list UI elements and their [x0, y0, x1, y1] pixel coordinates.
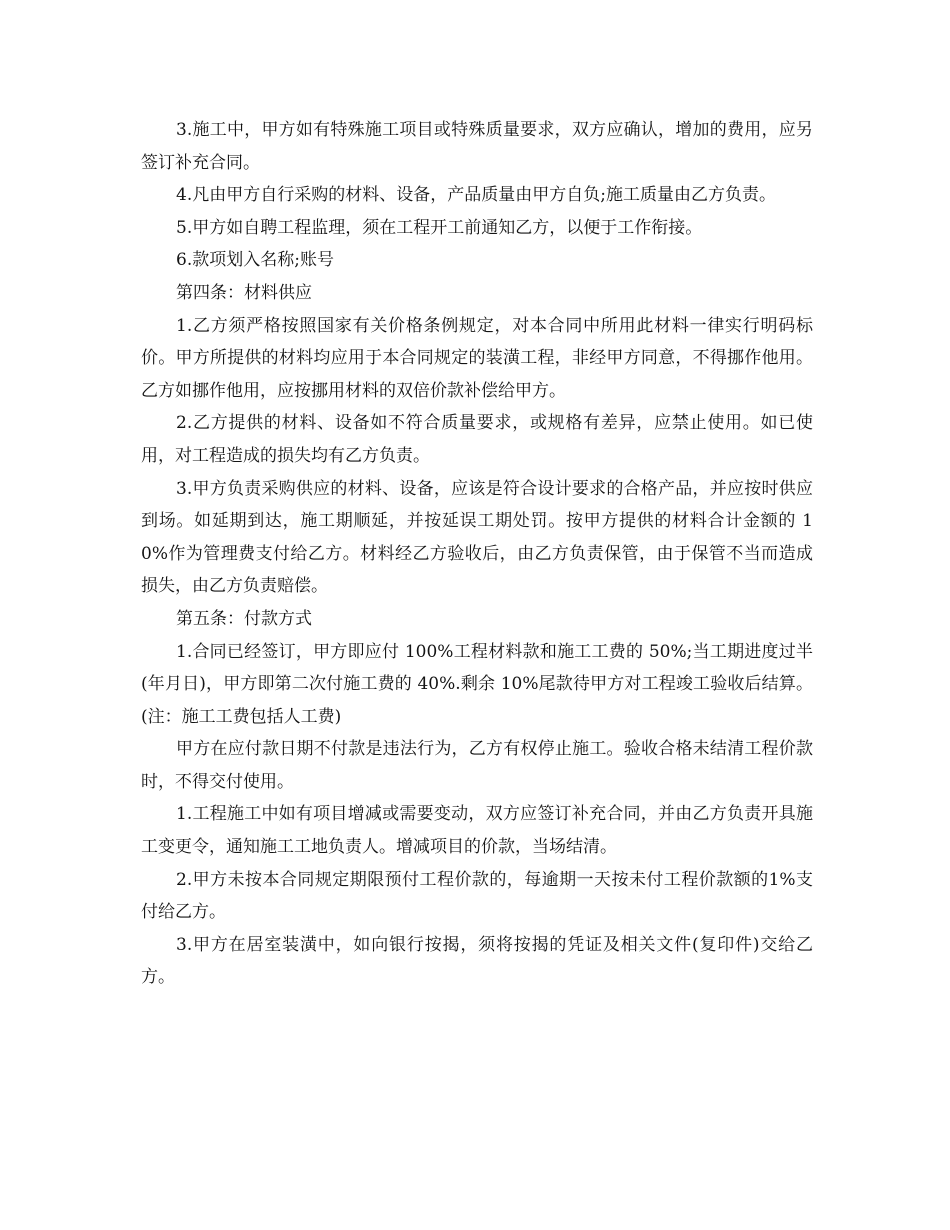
- paragraph-account: 6.款项划入名称;账号: [176, 250, 334, 271]
- paragraph-late-payment: 甲方在应付款日期不付款是违法行为，乙方有权停止施工。验收合格未结清工程价款时，不得交付使用。: [141, 739, 813, 792]
- paragraph-quality-requirements: 2.乙方提供的材料、设备如不符合质量要求，或规格有差异，应禁止使用。如已使用，对工程造成的损失均有乙方负责。: [141, 413, 813, 466]
- paragraph-self-purchased-materials: 4.凡由甲方自行采购的材料、设备，产品质量由甲方自负;施工质量由乙方负责。: [176, 185, 776, 206]
- paragraph-party-a-supply: 3.甲方负责采购供应的材料、设备，应该是符合设计要求的合格产品，并应按时供应到场。如延期到达，施工期顺延，并按延误工期处罚。按甲方提供的材料合计金额的 10%作为管理费支付给乙方。材料经乙方验收后，由乙方负责保管，由于保管不当而造成损失，由乙方负责赔偿。: [141, 478, 813, 597]
- paragraph-price-rules: 1.乙方须严格按照国家有关价格条例规定，对本合同中所用此材料一律实行明码标价。甲方所提供的材料均应用于本合同规定的装潢工程，非经甲方同意，不得挪作他用。乙方如挪作他用，应按挪用材料的双倍价款补偿给甲方。: [141, 315, 813, 401]
- section-heading-material-supply: 第四条：材料供应: [176, 282, 312, 303]
- paragraph-special-construction: 3.施工中，甲方如有特殊施工项目或特殊质量要求，双方应确认，增加的费用，应另签订补充合同。: [141, 120, 813, 173]
- paragraph-payment-schedule: 1.合同已经签订，甲方即应付 100%工程材料款和施工工费的 50%;当工期进度过半(年月日)，甲方即第二次付施工费的 40%.剩余 10%尾款待甲方对工程竣工验收后结算。(注：施工工费包括人工费): [141, 641, 813, 727]
- paragraph-penalty: 2.甲方未按本合同规定期限预付工程价款的，每逾期一天按未付工程价款额的1%支付给乙方。: [141, 869, 813, 923]
- paragraph-supervision: 5.甲方如自聘工程监理，须在工程开工前通知乙方，以便于工作衔接。: [176, 217, 703, 238]
- document-body: [141, 114, 813, 994]
- paragraph-mortgage: 3.甲方在居室装潢中，如向银行按揭，须将按揭的凭证及相关文件(复印件)交给乙方。: [141, 934, 813, 988]
- section-heading-payment-method: 第五条：付款方式: [176, 608, 312, 629]
- paragraph-changes: 1.工程施工中如有项目增减或需要变动，双方应签订补充合同，并由乙方负责开具施工变更令，通知施工工地负责人。增减项目的价款，当场结清。: [141, 804, 813, 858]
